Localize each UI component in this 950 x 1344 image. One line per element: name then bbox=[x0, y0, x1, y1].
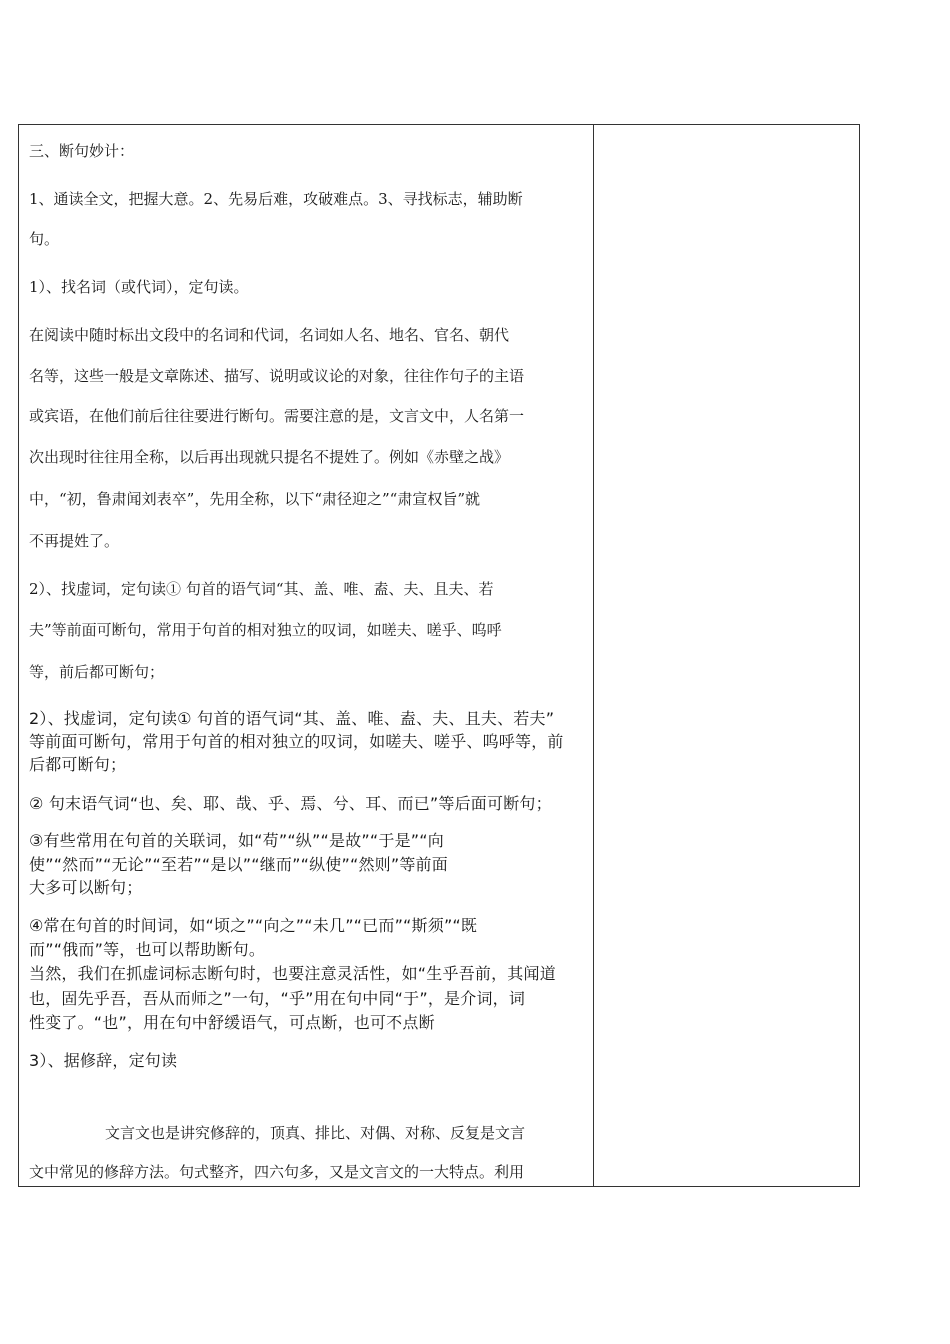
function-word-repeat-line: 也，固先乎吾，吾从而师之”一句，“乎”用在句中同“于”，是介词，词 bbox=[29, 989, 526, 1008]
section-title: 三、断句妙计： bbox=[29, 142, 135, 160]
noun-line: 名等，这些一般是文章陈述、描写、说明或议论的对象，往往作句子的主语 bbox=[29, 367, 525, 385]
function-word-repeat-line: 而”“俄而”等，也可以帮助断句。 bbox=[29, 940, 266, 959]
function-word-repeat-line: 后都可断句； bbox=[29, 755, 127, 774]
function-word-repeat-line: ③有些常用在句首的关联词，如“苟”“纵”“是故”“于是”“向 bbox=[29, 831, 444, 850]
side-notes-cell bbox=[594, 125, 859, 1186]
noun-heading: 1）、找名词（或代词），定句读。 bbox=[29, 278, 249, 296]
function-word-line: 等，前后都可断句； bbox=[29, 663, 165, 681]
noun-line: 或宾语，在他们前后往往要进行断句。需要注意的是，文言文中，人名第一 bbox=[29, 407, 525, 425]
noun-line: 在阅读中随时标出文段中的名词和代词，名词如人名、地名、官名、朝代 bbox=[29, 326, 510, 344]
function-word-repeat-line: ④常在句首的时间词，如“顷之”“向之”“未几”“已而”“斯须”“既 bbox=[29, 916, 478, 935]
function-word-repeat-line: 当然，我们在抓虚词标志断句时，也要注意灵活性，如“生乎吾前，其闻道 bbox=[29, 964, 556, 983]
methods-line-2: 句。 bbox=[29, 230, 60, 248]
methods-line-1: 1、通读全文，把握大意。2、先易后难，攻破难点。3、寻找标志，辅助断 bbox=[29, 190, 523, 208]
function-word-line: 2）、找虚词，定句读① 句首的语气词“其、盖、唯、盍、夫、且夫、若 bbox=[29, 580, 494, 598]
rhetoric-heading: 3）、据修辞，定句读 bbox=[29, 1051, 178, 1070]
rhetoric-line: 文中常见的修辞方法。句式整齐，四六句多，又是文言文的一大特点。利用 bbox=[29, 1163, 525, 1181]
function-word-line: 夫”等前面可断句，常用于句首的相对独立的叹词，如嗟夫、嗟乎、呜呼 bbox=[29, 621, 502, 639]
rhetoric-line: 文言文也是讲究修辞的，顶真、排比、对偶、对称、反复是文言 bbox=[105, 1124, 526, 1142]
content-table bbox=[18, 124, 860, 1187]
function-word-repeat-line: 使”“然而”“无论”“至若”“是以”“继而”“纵使”“然则”等前面 bbox=[29, 855, 448, 874]
noun-line: 次出现时往往用全称，以后再出现就只提名不提姓了。例如《赤壁之战》 bbox=[29, 448, 510, 466]
noun-line: 中，“初，鲁肃闻刘表卒”，先用全称，以下“肃径迎之”“肃宣权旨”就 bbox=[29, 490, 481, 508]
function-word-repeat-line: 性变了。“也”，用在句中舒缓语气，可点断，也可不点断 bbox=[29, 1013, 435, 1032]
function-word-repeat-line: 2）、找虚词，定句读① 句首的语气词“其、盖、唯、盍、夫、且夫、若夫” bbox=[29, 709, 555, 728]
function-word-repeat-line: ② 句末语气词“也、矣、耶、哉、乎、焉、兮、耳、而已”等后面可断句； bbox=[29, 794, 552, 813]
function-word-repeat-line: 等前面可断句，常用于句首的相对独立的叹词，如嗟夫、嗟乎、呜呼等，前 bbox=[29, 732, 564, 751]
function-word-repeat-line: 大多可以断句； bbox=[29, 878, 143, 897]
main-content-cell bbox=[19, 125, 594, 1186]
noun-line: 不再提姓了。 bbox=[29, 532, 120, 550]
